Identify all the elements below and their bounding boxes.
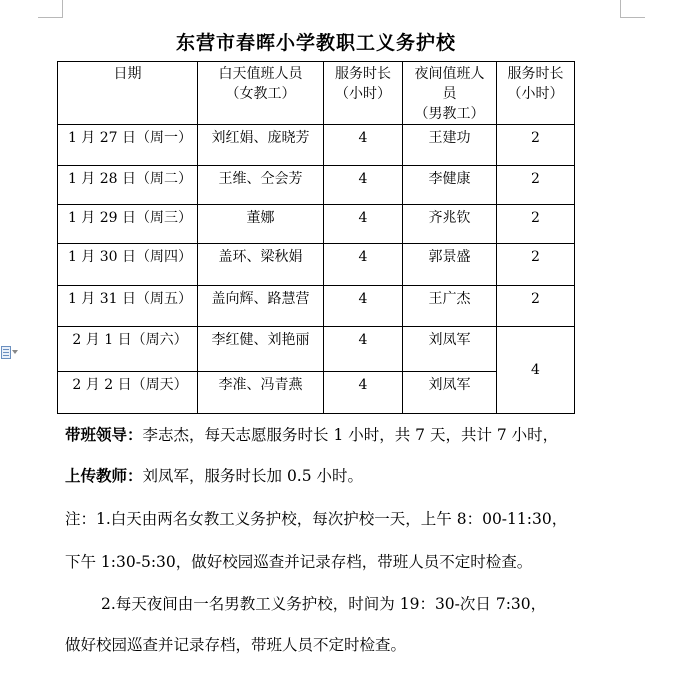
duty-schedule-table: [57, 61, 575, 414]
uploader-label: 上传教师：: [65, 466, 143, 485]
row-night-hours: 2: [497, 166, 575, 205]
row-day-hours: 4: [324, 166, 403, 205]
document-options-icon[interactable]: [0, 346, 16, 360]
row-date: 1 月 31 日（周五）: [58, 286, 198, 327]
merged-night-hours: 4: [497, 327, 575, 414]
row-night-staff: 王广杰: [403, 286, 497, 327]
row-day-staff: 李准、冯青燕: [198, 372, 324, 414]
margin-corner-top-left: [38, 0, 63, 18]
table-row: [58, 327, 575, 372]
document-title: 东营市春晖小学教职工义务护校: [175, 32, 456, 54]
leader-line: [65, 423, 558, 445]
row-day-hours: 4: [324, 205, 403, 244]
row-day-hours: 4: [324, 244, 403, 286]
row-night-hours: 2: [497, 125, 575, 166]
note-line-4: 做好校园巡查并记录存档，带班人员不定时检查。: [65, 636, 407, 654]
row-day-hours: 4: [324, 286, 403, 327]
table-row: [58, 286, 575, 327]
header-night-hours: 服务时长 （小时）: [497, 62, 575, 125]
row-date: 2 月 2 日（周天）: [58, 372, 198, 414]
row-day-staff: 董娜: [198, 205, 324, 244]
row-night-staff: 刘凤军: [403, 327, 497, 372]
header-day-hours: 服务时长 （小时）: [324, 62, 403, 125]
leader-label: 带班领导：: [65, 425, 143, 444]
leader-text: 李志杰，每天志愿服务时长 1 小时，共 7 天，共计 7 小时，: [142, 426, 559, 444]
row-day-staff: 盖向辉、路慧营: [198, 286, 324, 327]
row-date: 2 月 1 日（周六）: [58, 327, 198, 372]
table-row: [58, 244, 575, 286]
row-night-hours: 2: [497, 244, 575, 286]
row-night-staff: 刘凤军: [403, 372, 497, 414]
row-night-staff: 王建功: [403, 125, 497, 166]
row-night-staff: 齐兆钦: [403, 205, 497, 244]
row-date: 1 月 29 日（周三）: [58, 205, 198, 244]
row-date: 1 月 30 日（周四）: [58, 244, 198, 286]
row-night-hours: 2: [497, 205, 575, 244]
header-night-staff: 夜间值班人 员 （男教工）: [403, 62, 497, 125]
row-night-staff: 李健康: [403, 166, 497, 205]
row-night-hours: 2: [497, 286, 575, 327]
table-row: [58, 166, 575, 205]
row-day-staff: 王维、仝会芳: [198, 166, 324, 205]
row-date: 1 月 28 日（周二）: [58, 166, 198, 205]
row-day-staff: 盖环、梁秋娟: [198, 244, 324, 286]
table-row: [58, 205, 575, 244]
note-line-3: 2.每天夜间由一名男教工义务护校，时间为 19：30-次日 7:30，: [101, 595, 547, 613]
row-day-hours: 4: [324, 125, 403, 166]
row-day-staff: 刘红娟、庞晓芳: [198, 125, 324, 166]
header-date: 日期: [58, 62, 198, 125]
header-day-staff: 白天值班人员 （女教工）: [198, 62, 324, 125]
table-header-row: [58, 62, 575, 125]
row-day-hours: 4: [324, 327, 403, 372]
row-night-staff: 郭景盛: [403, 244, 497, 286]
row-date: 1 月 27 日（周一）: [58, 125, 198, 166]
chevron-down-icon: [12, 350, 18, 354]
note-line-1: 注：1.白天由两名女教工义务护校，每次护校一天，上午 8：00-11:30，: [65, 510, 568, 528]
uploader-text: 刘凤军，服务时长加 0.5 小时。: [142, 467, 364, 485]
row-day-hours: 4: [324, 372, 403, 414]
margin-corner-top-right: [620, 0, 645, 18]
note-line-2: 下午 1:30-5:30，做好校园巡查并记录存档，带班人员不定时检查。: [65, 553, 533, 571]
row-day-staff: 李红健、刘艳丽: [198, 327, 324, 372]
table-row: [58, 125, 575, 166]
uploader-line: [65, 464, 363, 486]
